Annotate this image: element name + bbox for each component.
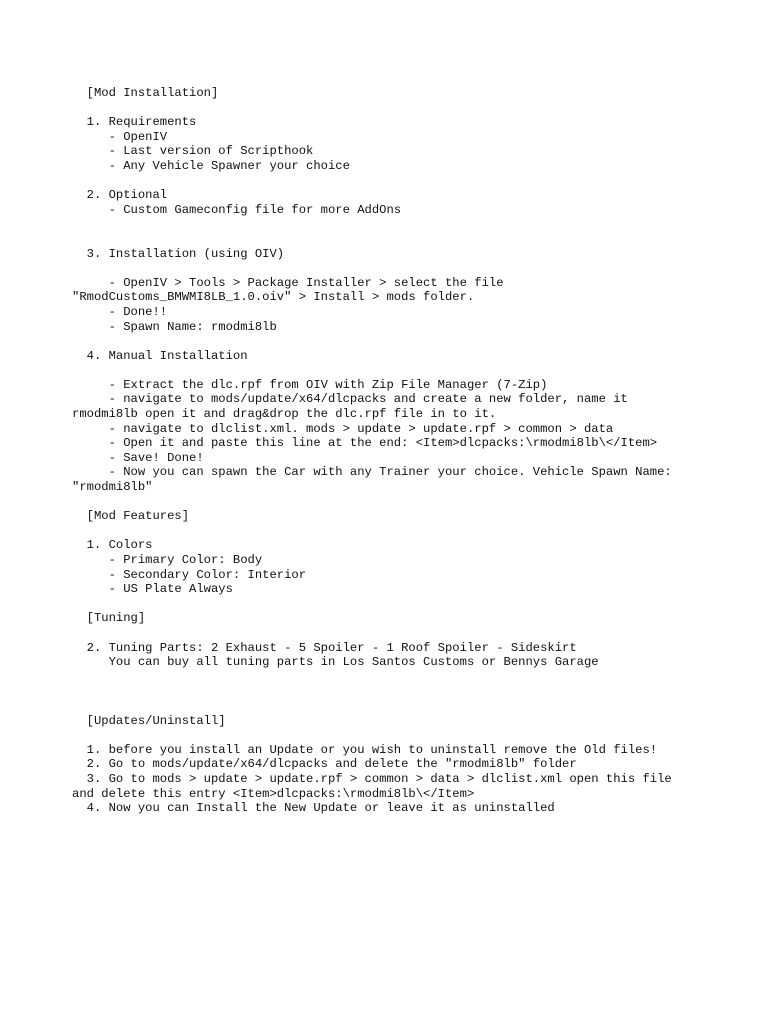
document-line: 1. before you install an Update or you wish to uninstall remove the Old files! — [72, 742, 658, 757]
document-line: - Save! Done! — [72, 450, 204, 465]
document-line: - Open it and paste this line at the end: <Item>dlcpacks:\rmodmi8lb\</Item> — [72, 436, 658, 451]
document-line: 3. Installation (using OIV) — [72, 246, 285, 261]
document-line: 1. Requirements — [72, 115, 197, 130]
document-line: - Spawn Name: rmodmi8lb — [72, 319, 277, 334]
document-line — [72, 101, 732, 116]
document-line: - OpenIV — [72, 129, 168, 144]
document-line: - Last version of Scripthook — [72, 144, 314, 159]
document-line: [Mod Installation] — [72, 86, 219, 100]
document-line: - US Plate Always — [72, 582, 233, 597]
document-line — [72, 334, 732, 349]
document-line: [Tuning] — [72, 611, 146, 626]
document-line: 2. Go to mods/update/x64/dlcpacks and delete the "rmodmi8lb" folder — [72, 757, 577, 772]
document-line: 2. Tuning Parts: 2 Exhaust - 5 Spoiler - 1 Roof Spoiler - Sideskirt — [72, 640, 577, 655]
document-line — [72, 495, 732, 510]
document-line — [72, 699, 732, 714]
document-line — [72, 670, 732, 685]
document-text — [72, 86, 732, 816]
document-line: "RmodCustoms_BMWMI8LB_1.0.oiv" > Install > mods folder. — [72, 290, 475, 305]
document-line — [72, 597, 732, 612]
document-line — [72, 363, 732, 378]
document-line: - OpenIV > Tools > Package Installer > select the file — [72, 275, 504, 290]
document-line: [Updates/Uninstall] — [72, 713, 226, 728]
document-line: - navigate to dlclist.xml. mods > update > update.rpf > common > data — [72, 421, 614, 436]
document-line: 3. Go to mods > update > update.rpf > common > data > dlclist.xml open this file — [72, 771, 672, 786]
document-line — [72, 261, 732, 276]
document-line: - Custom Gameconfig file for more AddOns — [72, 202, 402, 217]
document-line: - Secondary Color: Interior — [72, 567, 307, 582]
document-line — [72, 174, 732, 189]
document-line: [Mod Features] — [72, 509, 190, 524]
document-page — [72, 86, 732, 816]
document-line: 2. Optional — [72, 188, 168, 203]
document-line: You can buy all tuning parts in Los Santos Customs or Bennys Garage — [72, 655, 599, 670]
document-line: - Any Vehicle Spawner your choice — [72, 158, 350, 173]
document-line — [72, 232, 732, 247]
document-line: - Extract the dlc.rpf from OIV with Zip File Manager (7-Zip) — [72, 377, 548, 392]
document-line — [72, 684, 732, 699]
document-line: 1. Colors — [72, 538, 153, 553]
document-line: - Done!! — [72, 304, 168, 319]
document-line: and delete this entry <Item>dlcpacks:\rmodmi8lb\</Item> — [72, 786, 475, 801]
document-line — [72, 524, 732, 539]
document-line: 4. Now you can Install the New Update or leave it as uninstalled — [72, 801, 555, 816]
document-line: rmodmi8lb open it and drag&drop the dlc.rpf file in to it. — [72, 407, 497, 422]
document-line: "rmodmi8lb" — [72, 480, 153, 495]
document-line — [72, 626, 732, 641]
document-line: 4. Manual Installation — [72, 348, 248, 363]
document-line — [72, 217, 732, 232]
document-line: - Now you can spawn the Car with any Trainer your choice. Vehicle Spawn Name: — [72, 465, 672, 480]
document-line — [72, 728, 732, 743]
document-line: - navigate to mods/update/x64/dlcpacks and create a new folder, name it — [72, 392, 628, 407]
document-line: - Primary Color: Body — [72, 553, 263, 567]
